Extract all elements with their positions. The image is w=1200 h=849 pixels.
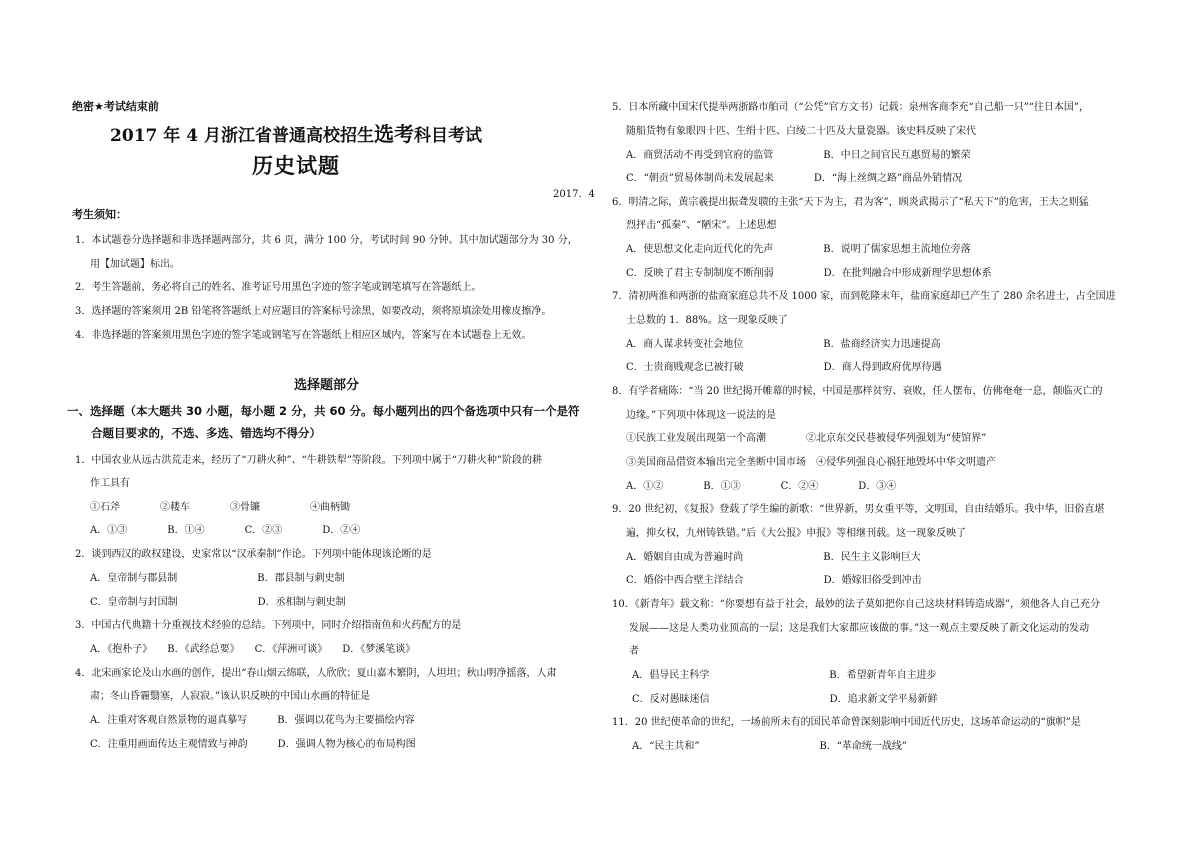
part-heading-line-2: 合题目要求的，不选、多选、错选均不得分） [91,426,321,440]
question-line: C．反对愚昧迷信 D．追求新文学平易新鲜 [632,694,938,705]
question-line: A．“民主共和” B．“革命统一战线” [632,741,908,752]
question-line: A．倡导民主科学 B．希望新青年自主进步 [632,670,937,681]
question-line: 1．中国农业从远古洪荒走来，经历了“刀耕火种”、“牛耕铁犁”等阶段。下列项中属于“刀耕火种”阶段的耕 [75,455,543,466]
question-line: 发展——这是人类功业顶高的一层；这是我们大家都应该做的事。”这一观点主要反映了新文化运动的发动 [629,623,1090,634]
question-line: A．使思想文化走向近代化的先声 B．说明了儒家思想主流地位旁落 [626,244,971,255]
question-line: 士总数的 1．88%。这一现象反映了 [626,315,788,326]
section-title: 选择题部分 [294,378,360,393]
question-line: C．“朝贡”贸易体制尚未发展起来 D．“海上丝绸之路”商品外销情况 [626,173,963,184]
notice-line: 4．非选择题的答案须用黑色字迹的签字笔或钢笔写在答题纸上相应区域内，答案写在本试题卷上无效。 [75,330,532,341]
question-line: ①民族工业发展出现第一个高潮 ②北京东交民巷被侵华列强划为“使馆界” [626,433,987,444]
question-line: 11．20 世纪使革命的世纪，一场前所未有的国民革命曾深刻影响中国近代历史，这场革命运动的“旗帜”是 [612,717,1081,728]
question-line: A．婚姻自由成为普遍时尚 B．民生主义影响巨大 [626,552,921,563]
question-line: 2．谈到西汉的政权建设，史家常以“汉承秦制”作论。下列项中能体现该论断的是 [75,549,432,560]
exam-title-emphasis: 选考 [373,122,414,146]
exam-subtitle: 历史试题 [252,153,340,178]
question-line: 4．北宋画家论及山水画的创作，提出“春山烟云绵联，人欣欣；夏山嘉木繁阴，人坦坦；秋山明净摇落，人肃 [75,668,557,679]
question-line: 随船货物有象眼四十匹、生绢十匹、白绫二十匹及大量瓷器。该史料反映了宋代 [626,126,976,137]
question-line: 作工具有 [90,478,130,489]
question-line: A．商人谋求转变社会地位 B．盐商经济实力迅速提高 [626,339,941,350]
question-line: A．《抱朴子》 B．《武经总要》 C．《萍洲可谈》 D．《梦溪笔谈》 [90,644,416,655]
question-line: 5．日本所藏中国宋代提举两浙路市舶司（“公凭”官方文书）记载：泉州客商李充“自己船一只”“往日本国”， [612,102,1090,113]
notice-line: 2．考生答题前，务必将自己的姓名、准考证号用黑色字迹的签字笔或钢笔填写在答题纸上。 [75,282,482,293]
question-line: C．婚俗中西合壁主洋结合 D．婚嫁旧俗受到冲击 [626,575,922,586]
question-line: C．皇帝制与封国制 D．丞相制与刺史制 [90,597,346,608]
exam-title-post: 科目考试 [413,126,482,146]
question-line: ③美国商品借资本输出完全垄断中国市场 ④侵华列强良心祸狂地毁坏中华文明遗产 [626,457,996,468]
question-line: 肃；冬山昏霾翳塞，人寂寂。”该认识反映的中国山水画的特征是 [90,691,371,702]
question-line: 者 [629,646,639,657]
question-line: C．反映了君主专制制度不断削弱 D．在批判融合中形成新理学思想体系 [626,268,992,279]
question-line: A．商贸活动不再受到官府的监管 B．中日之间官民互惠贸易的繁荣 [626,150,971,161]
question-line: C．士贵商贱观念已被打破 D．商人得到政府优厚待遇 [626,362,942,373]
exam-title-pre: 2017 年 4 月浙江省普通高校招生 [110,126,374,146]
question-line: 遍，抑女权，九州铸铁错。”后《大公报》申报》等相继刊载。这一现象反映了 [626,528,967,539]
part-heading-line-1: 一、选择题（本大题共 30 小题，每小题 2 分，共 60 分。每小题列出的四个备选项中只有一个是符 [67,404,580,418]
question-line: 烈抨击“孤秦”、“陋宋”。上述思想 [626,220,777,231]
question-line: 9．20 世纪初，《复报》登载了学生编的新歌：“世界新，男女重平等，文明国，自由结婚乐。我中华，旧俗直堪 [612,504,1105,515]
question-line: A．①③ B．①④ C．②③ D．②④ [90,525,361,536]
notice-line: 用【加试题】标出。 [90,259,180,270]
notice-heading: 考生须知： [72,208,127,221]
notice-line: 1．本试题卷分选择题和非选择题两部分，共 6 页，满分 100 分，考试时间 90 分钟。其中加试题部分为 30 分， [75,235,578,246]
question-line: 6．明清之际，黄宗羲提出振聋发聩的主张“天下为主，君为客”，顾炎武揭示了“私天下”的危害，王夫之则猛 [612,197,1089,208]
notice-line: 3．选择题的答案须用 2B 铅笔将答题纸上对应题目的答案标号涂黑，如要改动，须将原填涂处用橡皮擦净。 [75,306,552,317]
question-line: C．注重用画面传达主观情致与神韵 D．强调人物为核心的布局构图 [90,739,416,750]
question-line: 10．《新青年》载文称：“你要想有益于社会，最妙的法子莫如把你自己这块材料铸造成器”，须他各人自己充分 [612,599,1100,610]
question-line: ①石斧 ②耧车 ③骨镰 ④曲柄锄 [90,502,350,513]
question-line: 8．有学者痛陈：“当 20 世纪揭开帷幕的时候，中国是那样贫穷、衰败，任人摆布，仿佛奄奄一息，颠临灭亡的 [612,386,1103,397]
question-line: 7．清初两淮和两浙的盐商家庭总共不及 1000 家，而到乾隆末年，盐商家庭却已产生了 280 余名进士，占全国进 [612,291,1116,302]
secret-label: 绝密★考试结束前 [72,100,159,113]
exam-title [71,118,521,147]
question-line: A．①② B．①③ C．②④ D．③④ [626,481,897,492]
question-line: 3．中国古代典籍十分重视技术经验的总结。下列项中，同时介绍指南鱼和火药配方的是 [75,620,462,631]
exam-date: 2017．4 [553,189,595,200]
question-line: A．皇帝制与郡县制 B．郡县制与刺史制 [90,573,345,584]
question-line: A．注重对客观自然景物的逼真摹写 B．强调以花鸟为主要描绘内容 [90,715,415,726]
question-line: 边缘。”下列项中体现这一说法的是 [626,410,777,421]
